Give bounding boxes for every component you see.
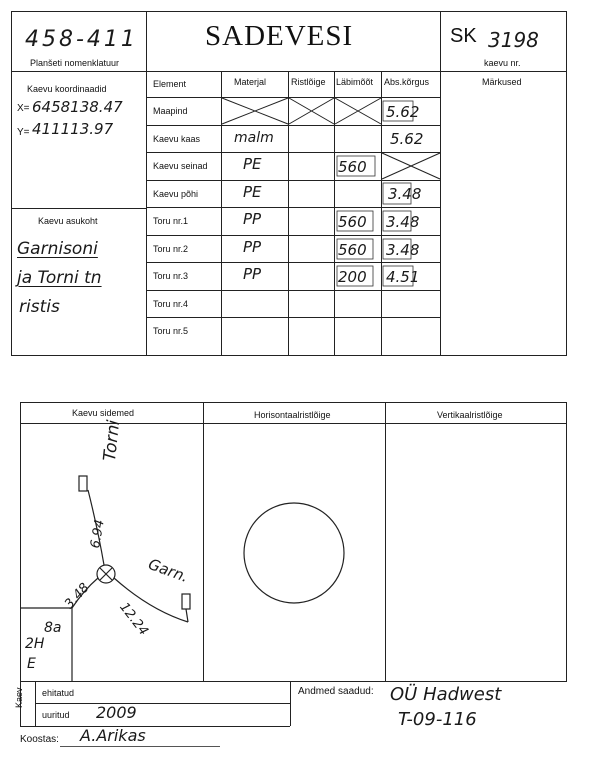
sketch-block-label: 2H bbox=[25, 636, 45, 652]
row-material-value: PE bbox=[243, 155, 262, 173]
row-diameter-value: 200 bbox=[338, 268, 367, 286]
row-element-label: Toru nr.3 bbox=[153, 271, 189, 281]
row-abs-value: 5.62 bbox=[390, 130, 424, 148]
row-element-label: Kaevu seinad bbox=[153, 161, 208, 171]
sketch-street-garn: Garn. bbox=[145, 555, 191, 587]
form-title: SADEVESI bbox=[205, 20, 354, 52]
sketch-distance-up: 6.94 bbox=[88, 518, 108, 550]
coord-y-prefix: Y= bbox=[17, 127, 30, 138]
col-header-element: Element bbox=[153, 79, 187, 89]
row-material-value: PE bbox=[243, 183, 262, 201]
location-line-3: ristis bbox=[19, 297, 60, 317]
sketch-distance-right: 12.24 bbox=[116, 600, 151, 639]
section-connections-label: Kaevu sidemed bbox=[72, 408, 135, 418]
footer-data-value-1: OÜ Hadwest bbox=[390, 684, 502, 705]
footer-built-label: ehitatud bbox=[42, 688, 75, 698]
row-element-label: Toru nr.1 bbox=[153, 216, 189, 226]
coord-x-prefix: X= bbox=[17, 103, 30, 114]
sketch-distance-left: 3.48 bbox=[62, 580, 93, 613]
row-abs-value: 3.48 bbox=[386, 241, 420, 259]
row-material-value: PP bbox=[243, 238, 262, 256]
footer-compiled-label: Koostas: bbox=[20, 734, 59, 745]
footer-side-label: Kaev bbox=[14, 687, 24, 708]
footer-surveyed-label: uuritud bbox=[42, 710, 70, 720]
row-element-label: Maapind bbox=[153, 106, 188, 116]
well-number-label: kaevu nr. bbox=[484, 58, 521, 68]
nomenclature-value: 458-411 bbox=[25, 27, 138, 52]
row-abs-value: 3.48 bbox=[386, 213, 420, 231]
coord-x-value: 6458138.47 bbox=[32, 98, 123, 116]
col-header-material: Materjal bbox=[234, 77, 267, 87]
row-element-label: Toru nr.2 bbox=[153, 244, 189, 254]
section-horizontal-label: Horisontaalristlõige bbox=[254, 410, 331, 420]
col-header-cross-section: Ristlõige bbox=[291, 77, 326, 87]
footer-compiled-value: A.Arikas bbox=[80, 726, 146, 745]
row-diameter-value: 560 bbox=[338, 241, 367, 259]
footer-data-value-2: T-09-116 bbox=[398, 709, 477, 730]
sketch-street-torni: Torni bbox=[100, 419, 125, 463]
location-line-1: Garnisoni bbox=[17, 239, 98, 259]
row-abs-value: 4.51 bbox=[386, 268, 420, 286]
row-diameter-value: 560 bbox=[338, 213, 367, 231]
row-abs-value: 5.62 bbox=[386, 103, 420, 121]
location-line-2: ja Torni tn bbox=[17, 268, 102, 288]
row-diameter-value: 560 bbox=[338, 158, 367, 176]
footer-data-label: Andmed saadud: bbox=[298, 686, 374, 697]
row-material-value: malm bbox=[234, 130, 274, 146]
sketch-block-label: E bbox=[27, 656, 36, 672]
section-vertical-label: Vertikaalristlõige bbox=[437, 410, 503, 420]
location-label: Kaevu asukoht bbox=[38, 216, 98, 226]
sketch-block-label: 8a bbox=[44, 620, 62, 636]
nomenclature-label: Planšeti nomenklatuur bbox=[30, 58, 120, 68]
row-element-label: Toru nr.4 bbox=[153, 299, 189, 309]
coordinates-label: Kaevu koordinaadid bbox=[27, 84, 107, 94]
well-number-value: 3198 bbox=[488, 28, 539, 52]
col-header-diameter: Läbimõõt bbox=[336, 77, 374, 87]
row-material-value: PP bbox=[243, 210, 262, 228]
row-material-value: PP bbox=[243, 265, 262, 283]
cross-section-circle bbox=[244, 503, 344, 603]
col-header-abs-elevation: Abs.kõrgus bbox=[384, 77, 430, 87]
row-element-label: Toru nr.5 bbox=[153, 326, 189, 336]
coord-y-value: 411113.97 bbox=[32, 120, 114, 138]
row-abs-value: 3.48 bbox=[388, 185, 422, 203]
well-number-prefix: SK bbox=[450, 25, 477, 47]
footer-surveyed-value: 2009 bbox=[96, 703, 137, 722]
row-element-label: Kaevu põhi bbox=[153, 189, 199, 199]
col-header-remarks: Märkused bbox=[482, 77, 522, 87]
row-element-label: Kaevu kaas bbox=[153, 134, 201, 144]
